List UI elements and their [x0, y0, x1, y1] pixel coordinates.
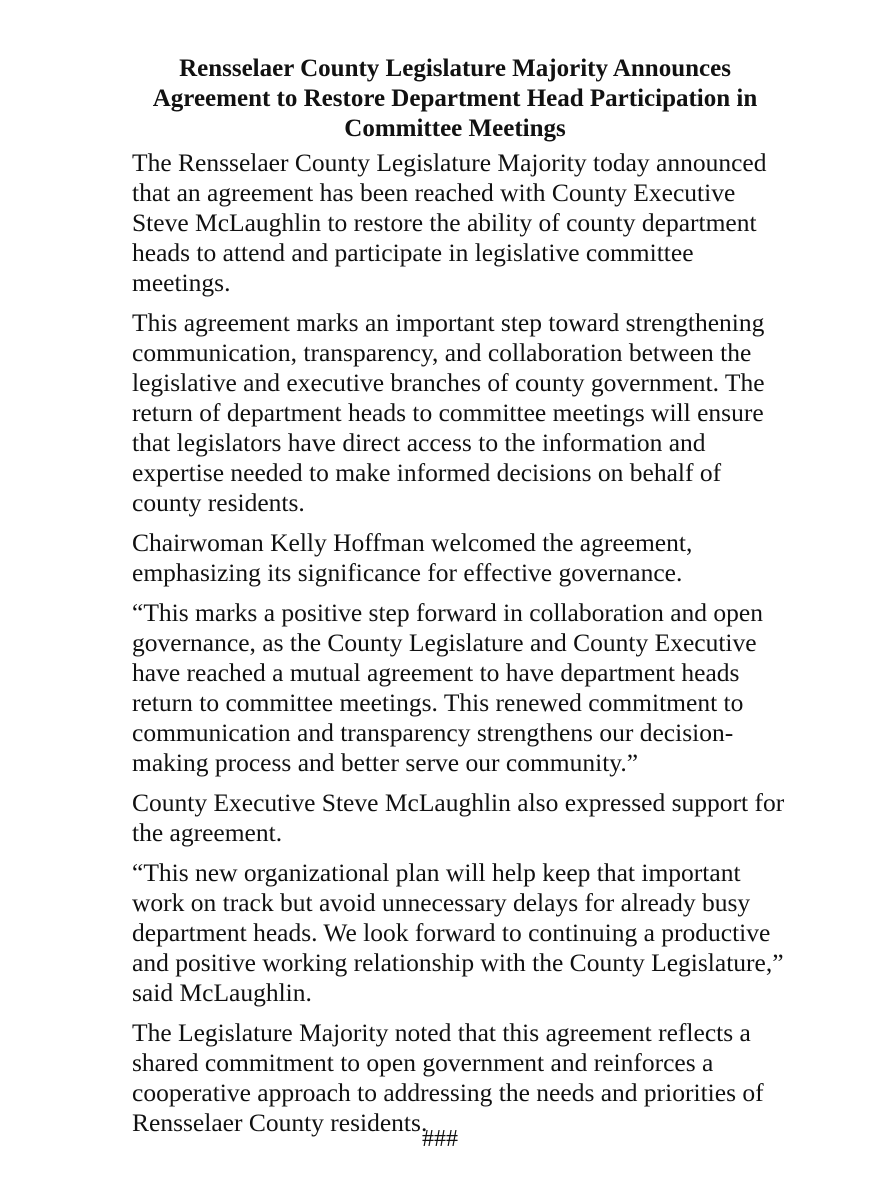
- body-text: [132, 148, 832, 1138]
- text-line: cooperative approach to addressing the needs and priorities of: [132, 1078, 764, 1107]
- text-line: the agreement.: [132, 818, 283, 847]
- text-line: governance, as the County Legislature and County Executive: [132, 628, 757, 657]
- text-line: return of department heads to committee meetings will ensure: [132, 398, 764, 427]
- text-line: heads to attend and participate in legislative committee: [132, 238, 694, 267]
- text-line: county residents.: [132, 488, 305, 517]
- text-line: emphasizing its significance for effective governance.: [132, 558, 683, 587]
- text-line: The Rensselaer County Legislature Majority today announced: [132, 148, 767, 177]
- text-line: “This marks a positive step forward in collaboration and open: [132, 598, 763, 627]
- text-line: return to committee meetings. This renewed commitment to: [132, 688, 744, 717]
- paragraph: [132, 788, 832, 848]
- headline: [0, 54, 896, 144]
- text-line: expertise needed to make informed decisions on behalf of: [132, 458, 722, 487]
- headline-line: Agreement to Restore Department Head Participation in: [152, 85, 758, 112]
- end-mark: ###: [422, 1126, 458, 1152]
- text-line: Steve McLaughlin to restore the ability of county department: [132, 208, 757, 237]
- paragraph: [132, 598, 832, 778]
- text-line: This agreement marks an important step toward strengthening: [132, 308, 765, 337]
- text-line: making process and better serve our community.”: [132, 748, 639, 777]
- text-line: communication and transparency strengthens our decision-: [132, 718, 734, 747]
- paragraph: [132, 858, 832, 1008]
- text-line: shared commitment to open government and reinforces a: [132, 1048, 714, 1077]
- paragraph: [132, 528, 832, 588]
- headline-line: Committee Meetings: [344, 115, 566, 142]
- text-line: communication, transparency, and collaboration between the: [132, 338, 752, 367]
- text-line: said McLaughlin.: [132, 978, 312, 1007]
- press-release: [132, 54, 832, 1148]
- text-line: “This new organizational plan will help keep that important: [132, 858, 741, 887]
- text-line: meetings.: [132, 268, 231, 297]
- paragraph: [132, 308, 832, 518]
- text-line: County Executive Steve McLaughlin also expressed support for: [132, 788, 785, 817]
- text-line: Chairwoman Kelly Hoffman welcomed the agreement,: [132, 528, 693, 557]
- paragraph: [132, 1018, 832, 1138]
- text-line: that an agreement has been reached with County Executive: [132, 178, 736, 207]
- headline-line: Rensselaer County Legislature Majority Announces: [179, 55, 731, 82]
- text-line: The Legislature Majority noted that this agreement reflects a: [132, 1018, 751, 1047]
- text-line: that legislators have direct access to the information and: [132, 428, 706, 457]
- text-line: work on track but avoid unnecessary delays for already busy: [132, 888, 751, 917]
- text-line: Rensselaer County residents.: [132, 1108, 428, 1137]
- text-line: and positive working relationship with the County Legislature,”: [132, 948, 784, 977]
- text-line: have reached a mutual agreement to have department heads: [132, 658, 740, 687]
- text-line: department heads. We look forward to continuing a productive: [132, 918, 771, 947]
- paragraph: [132, 148, 832, 298]
- text-line: legislative and executive branches of county government. The: [132, 368, 765, 397]
